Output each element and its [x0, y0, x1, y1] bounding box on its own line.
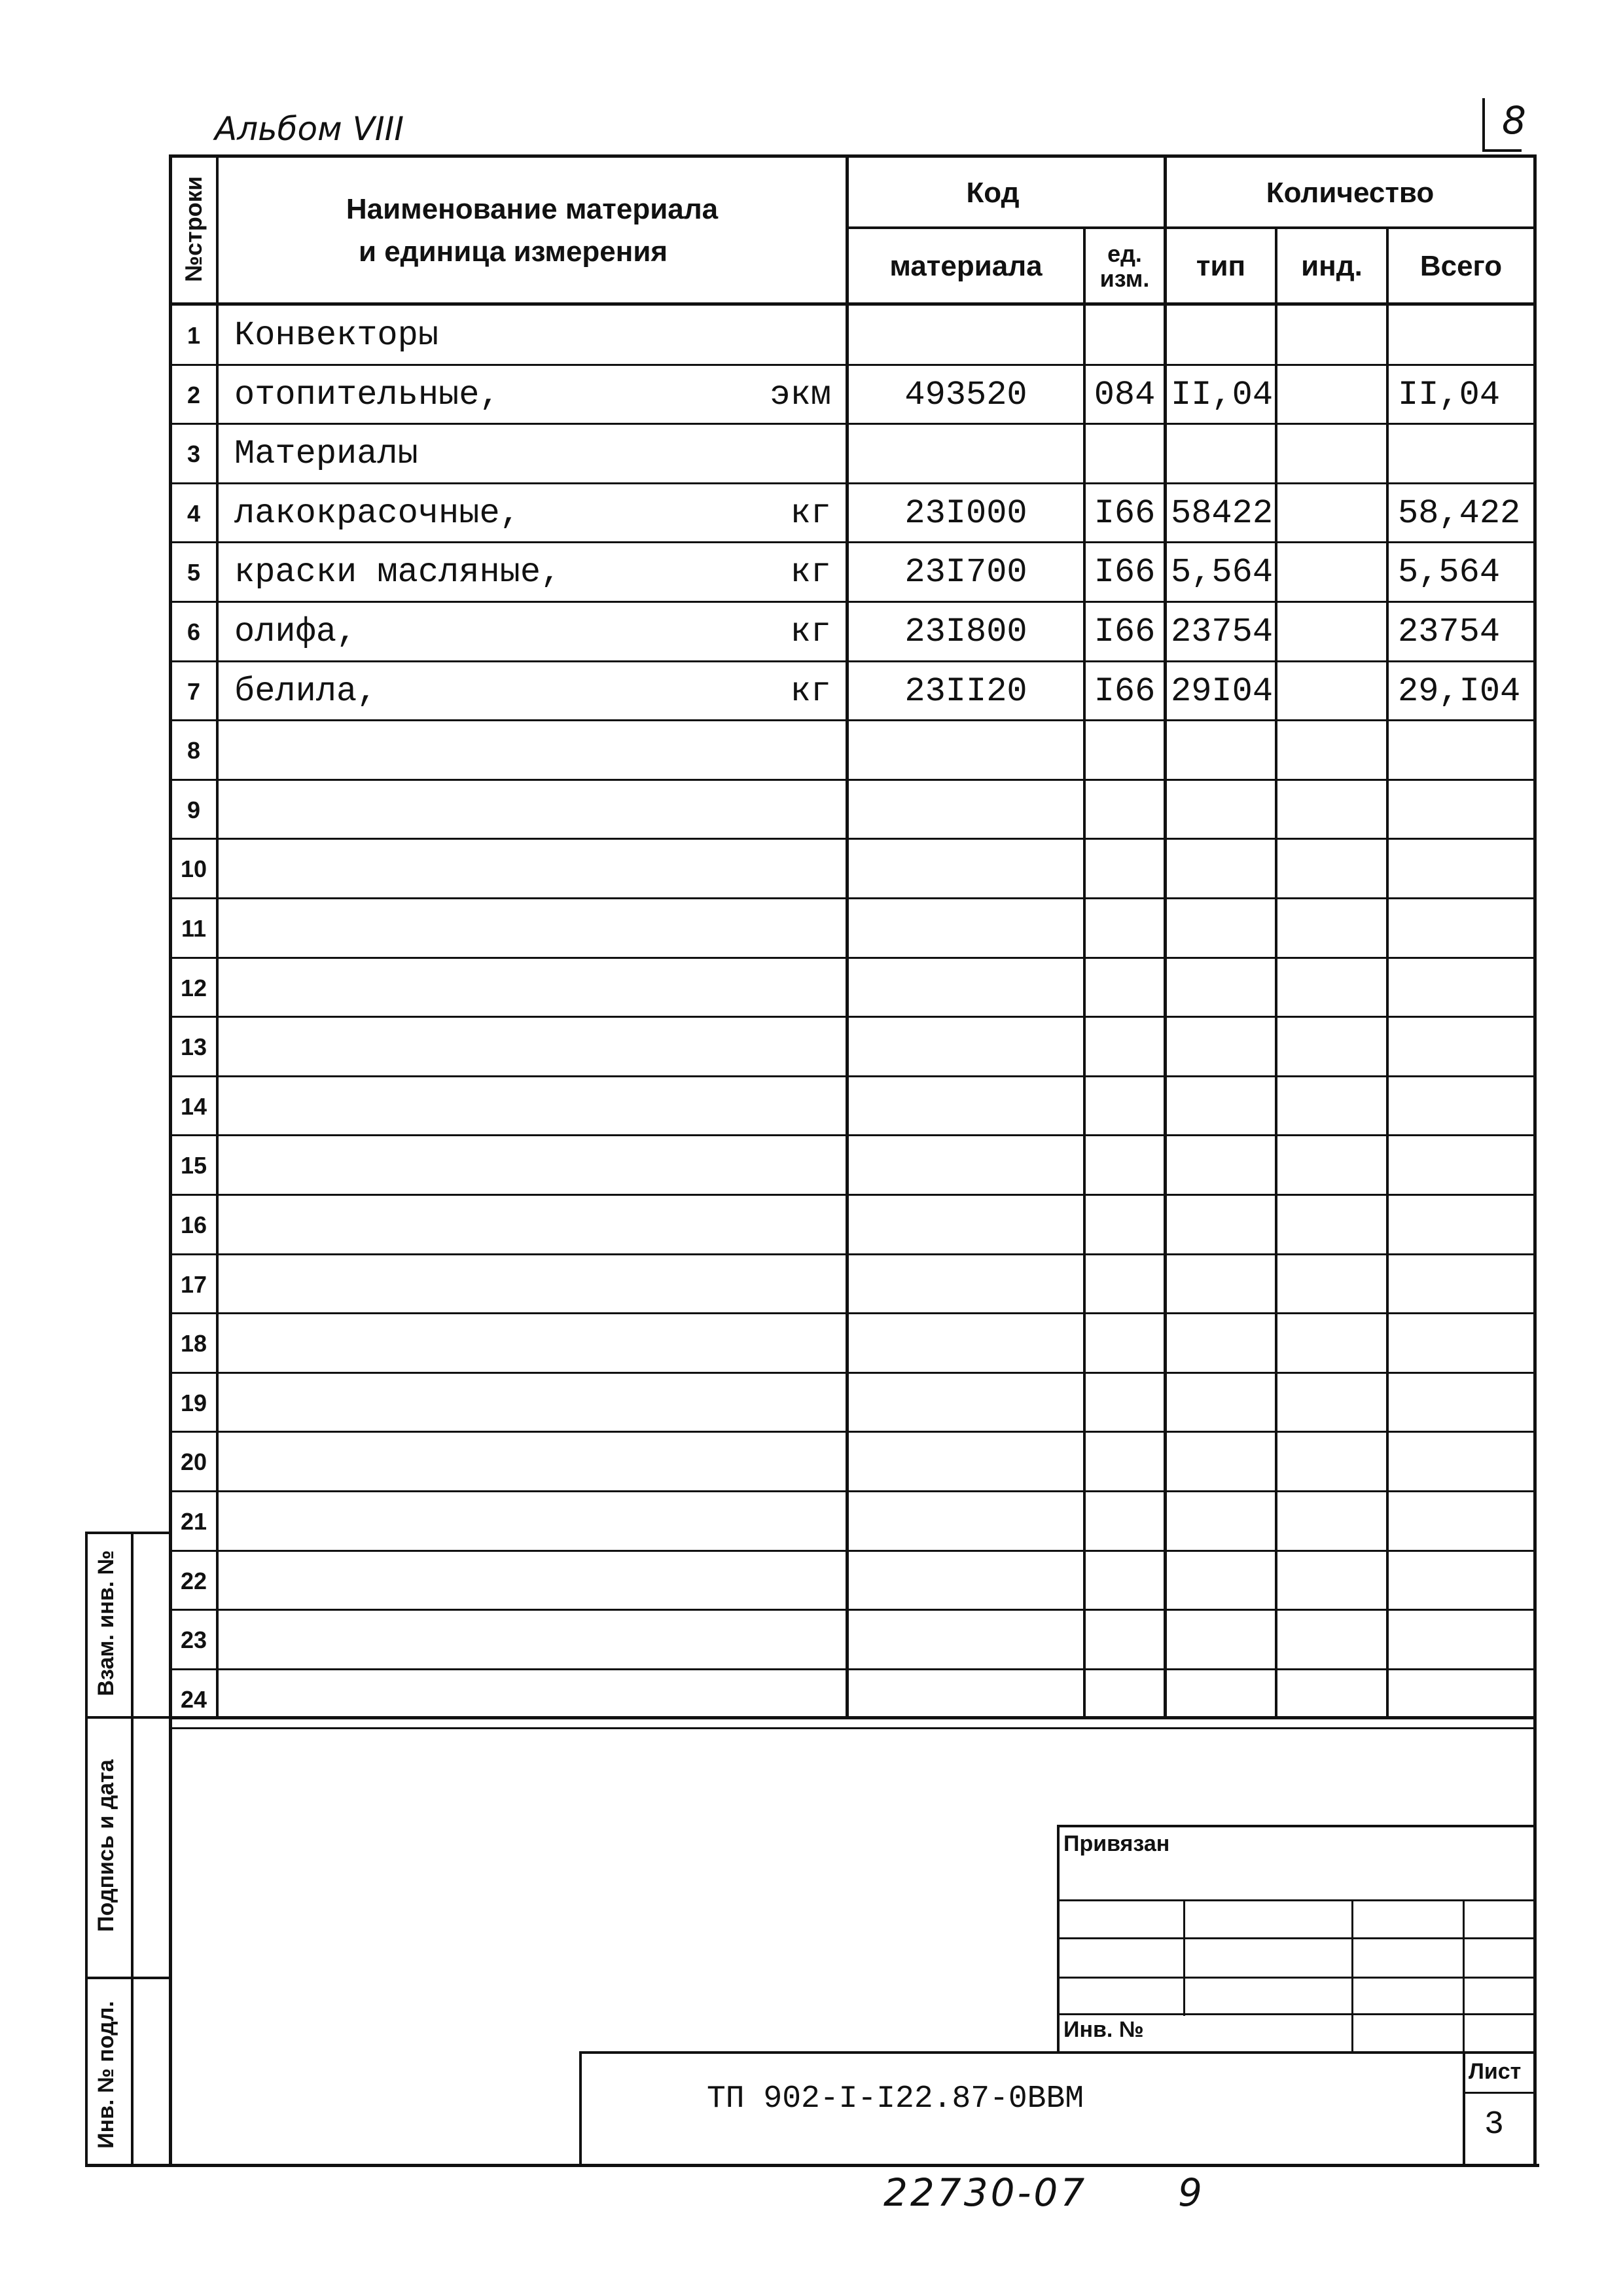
material-unit-name: кг	[790, 613, 831, 651]
document-code: ТП 902-I-I22.87-0BBM	[707, 2081, 1084, 2117]
material-code: 23I000	[904, 494, 1027, 533]
material-name: краски масляные,	[234, 553, 562, 592]
material-name: отопительные,	[234, 376, 500, 414]
material-code: 23I800	[904, 613, 1027, 651]
row-number: 22	[180, 1567, 207, 1594]
quantity-ind	[1277, 602, 1386, 662]
material-name: лакокрасочные,	[234, 494, 520, 533]
material-unit-name: кг	[790, 672, 831, 711]
material-unit-name: кг	[790, 494, 831, 533]
quantity-type	[1167, 424, 1275, 484]
quantity-total	[1389, 306, 1533, 365]
unit-code: I66	[1094, 672, 1156, 711]
order-number: 22730-07	[883, 2170, 1088, 2215]
material-name: Материалы	[234, 435, 418, 473]
unit-code: I66	[1094, 553, 1156, 592]
row-number: 20	[180, 1448, 207, 1475]
page-number-rule	[1482, 98, 1485, 151]
total-header: Всего	[1419, 250, 1503, 282]
material-unit-name	[746, 306, 838, 365]
quantity-total: II,04	[1398, 376, 1501, 414]
name-header-line1: Наименование материала	[346, 193, 719, 225]
row-number: 16	[180, 1211, 207, 1238]
unit-code	[1086, 306, 1164, 365]
unit-header: ед. изм.	[1099, 240, 1150, 292]
material-code: 23II20	[904, 672, 1027, 711]
row-number: 14	[180, 1092, 207, 1120]
row-number: 2	[187, 381, 201, 408]
row-number: 15	[180, 1151, 207, 1179]
sheet-number: 3	[1484, 2106, 1505, 2144]
quantity-total: 58,422	[1398, 494, 1521, 533]
row-number: 7	[187, 677, 201, 705]
ind-header: инд.	[1301, 250, 1363, 282]
inv-podl-label: Инв. № подл.	[94, 2001, 118, 2149]
row-number: 6	[187, 618, 201, 645]
row-number: 4	[187, 499, 201, 527]
album-label: Альбом VIII	[215, 110, 404, 148]
row-number: 21	[180, 1507, 207, 1535]
sheet-label: Лист	[1469, 2059, 1522, 2084]
quantity-type: 58422	[1171, 494, 1274, 533]
row-number-header: №строки	[180, 176, 207, 282]
quantity-total: 29,I04	[1398, 672, 1521, 711]
quantity-total: 5,564	[1398, 553, 1501, 592]
material-unit-name: кг	[790, 553, 831, 592]
quantity-ind	[1277, 484, 1386, 543]
material-code: 23I700	[904, 553, 1027, 592]
row-number: 18	[180, 1329, 207, 1357]
row-number: 3	[187, 440, 201, 467]
material-unit-name: экм	[770, 376, 831, 414]
material-unit-name	[746, 424, 838, 484]
row-number: 11	[181, 914, 207, 942]
quantity-type: 29I04	[1171, 672, 1274, 711]
vzam-inv-label: Взам. инв. №	[94, 1550, 118, 1696]
quantity-type: 23754	[1171, 613, 1274, 651]
row-number: 8	[187, 736, 201, 764]
row-number: 5	[187, 558, 201, 586]
quantity-total: 23754	[1398, 613, 1501, 651]
material-name: олифа,	[234, 613, 357, 651]
unit-code	[1086, 424, 1164, 484]
row-number: 19	[180, 1389, 207, 1416]
material-code	[849, 306, 1083, 365]
row-number: 1	[187, 321, 201, 349]
row-number: 13	[180, 1033, 207, 1060]
type-header: тип	[1196, 250, 1246, 282]
privyazan-label: Привязан	[1063, 1831, 1170, 1856]
quantity-ind	[1277, 365, 1386, 425]
name-header-line2: и единица измерения	[358, 236, 668, 268]
quantity-type	[1167, 306, 1275, 365]
inv-no-label: Инв. №	[1063, 2017, 1144, 2042]
material-code	[849, 424, 1083, 484]
quantity-header: Количество	[1266, 177, 1435, 209]
quantity-type: II,04	[1171, 376, 1274, 414]
bottom-frame-right	[1533, 1716, 1537, 2166]
quantity-ind	[1277, 662, 1386, 721]
row-number: 23	[180, 1626, 207, 1653]
quantity-ind	[1277, 543, 1386, 602]
quantity-ind	[1277, 424, 1386, 484]
quantity-total	[1389, 424, 1533, 484]
quantity-ind	[1277, 306, 1386, 365]
material-code: 493520	[904, 376, 1027, 414]
row-number: 24	[180, 1685, 207, 1713]
row-number: 17	[180, 1270, 207, 1298]
row-number: 9	[187, 796, 201, 823]
material-name: Конвекторы	[234, 316, 439, 355]
row-number: 12	[180, 974, 207, 1001]
unit-code: I66	[1094, 494, 1156, 533]
unit-code: 084	[1094, 376, 1156, 414]
material-code-header: материала	[889, 250, 1043, 282]
signature-date-label: Подпись и дата	[94, 1759, 118, 1932]
material-name: белила,	[234, 672, 378, 711]
page-number-underline	[1482, 149, 1522, 152]
quantity-type: 5,564	[1171, 553, 1274, 592]
footer-page: 9	[1178, 2170, 1202, 2215]
code-header: Код	[966, 177, 1020, 209]
row-number: 10	[180, 855, 207, 882]
unit-code: I66	[1094, 613, 1156, 651]
page-number: 8	[1502, 98, 1526, 143]
